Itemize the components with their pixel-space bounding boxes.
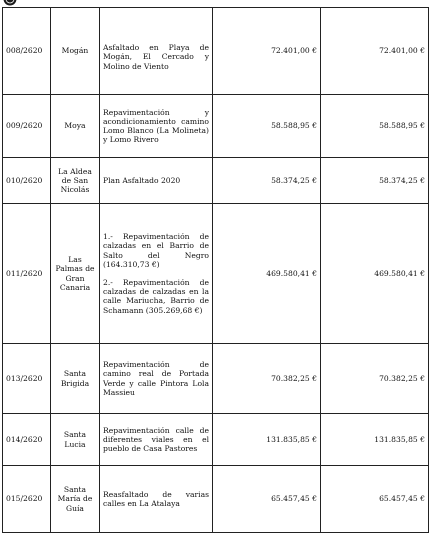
municipality-name: Santa Brigida [51,344,100,414]
municipality-name: Santa Lucia [51,414,100,466]
expediente-code: 009/2620 [3,95,51,158]
amount-total: 58.588,95 € [321,95,429,158]
expediente-code: 014/2620 [3,414,51,466]
table-row [3,95,429,158]
amount-total: 469.580,41 € [321,204,429,344]
municipality-name: Mogán [51,8,100,95]
municipality-name: Santa María de Guía [51,466,100,533]
amount-total: 131.835,85 € [321,414,429,466]
project-description: 1.- Repavimentación de calzadas en el Barrio de Salto del Negro (164.310,73 €) 2.- Repavimentación de calzadas de calzadas en la calle Mariucha, Barrio de Schamann (305.269,68 €) [100,204,213,344]
project-description: Reasfaltado de varias calles en La Atalaya [100,466,213,533]
project-description: Repavimentación calle de diferentes viales en el pueblo de Casa Pastores [100,414,213,466]
municipality-name: Moya [51,95,100,158]
amount-granted: 65.457,45 € [213,466,321,533]
expediente-code: 015/2620 [3,466,51,533]
municipality-name: La Aldea de San Nicolás [51,158,100,204]
subsidy-table [2,7,429,533]
amount-granted: 131.835,85 € [213,414,321,466]
amount-granted: 58.588,95 € [213,95,321,158]
table-row [3,158,429,204]
table-row [3,204,429,344]
municipality-name: Las Palmas de Gran Canaria [51,204,100,344]
project-description: Repavimentación de camino real de Portada Verde y calle Pintora Lola Massieu [100,344,213,414]
seal-icon [3,0,17,6]
project-description: Plan Asfaltado 2020 [100,158,213,204]
expediente-code: 011/2620 [3,204,51,344]
amount-total: 72.401,00 € [321,8,429,95]
table-row [3,466,429,533]
expediente-code: 013/2620 [3,344,51,414]
amount-total: 65.457,45 € [321,466,429,533]
table-row [3,344,429,414]
project-description: Repavimentación y acondicionamiento camino Lomo Blanco (La Molineta) y Lomo Rivero [100,95,213,158]
amount-total: 58.374,25 € [321,158,429,204]
table-row [3,8,429,95]
amount-granted: 469.580,41 € [213,204,321,344]
project-description: Asfaltado en Playa de Mogán, El Cercado y Molino de Viento [100,8,213,95]
expediente-code: 010/2620 [3,158,51,204]
expediente-code: 008/2620 [3,8,51,95]
table-row [3,414,429,466]
amount-granted: 72.401,00 € [213,8,321,95]
amount-total: 70.382,25 € [321,344,429,414]
amount-granted: 58.374,25 € [213,158,321,204]
amount-granted: 70.382,25 € [213,344,321,414]
